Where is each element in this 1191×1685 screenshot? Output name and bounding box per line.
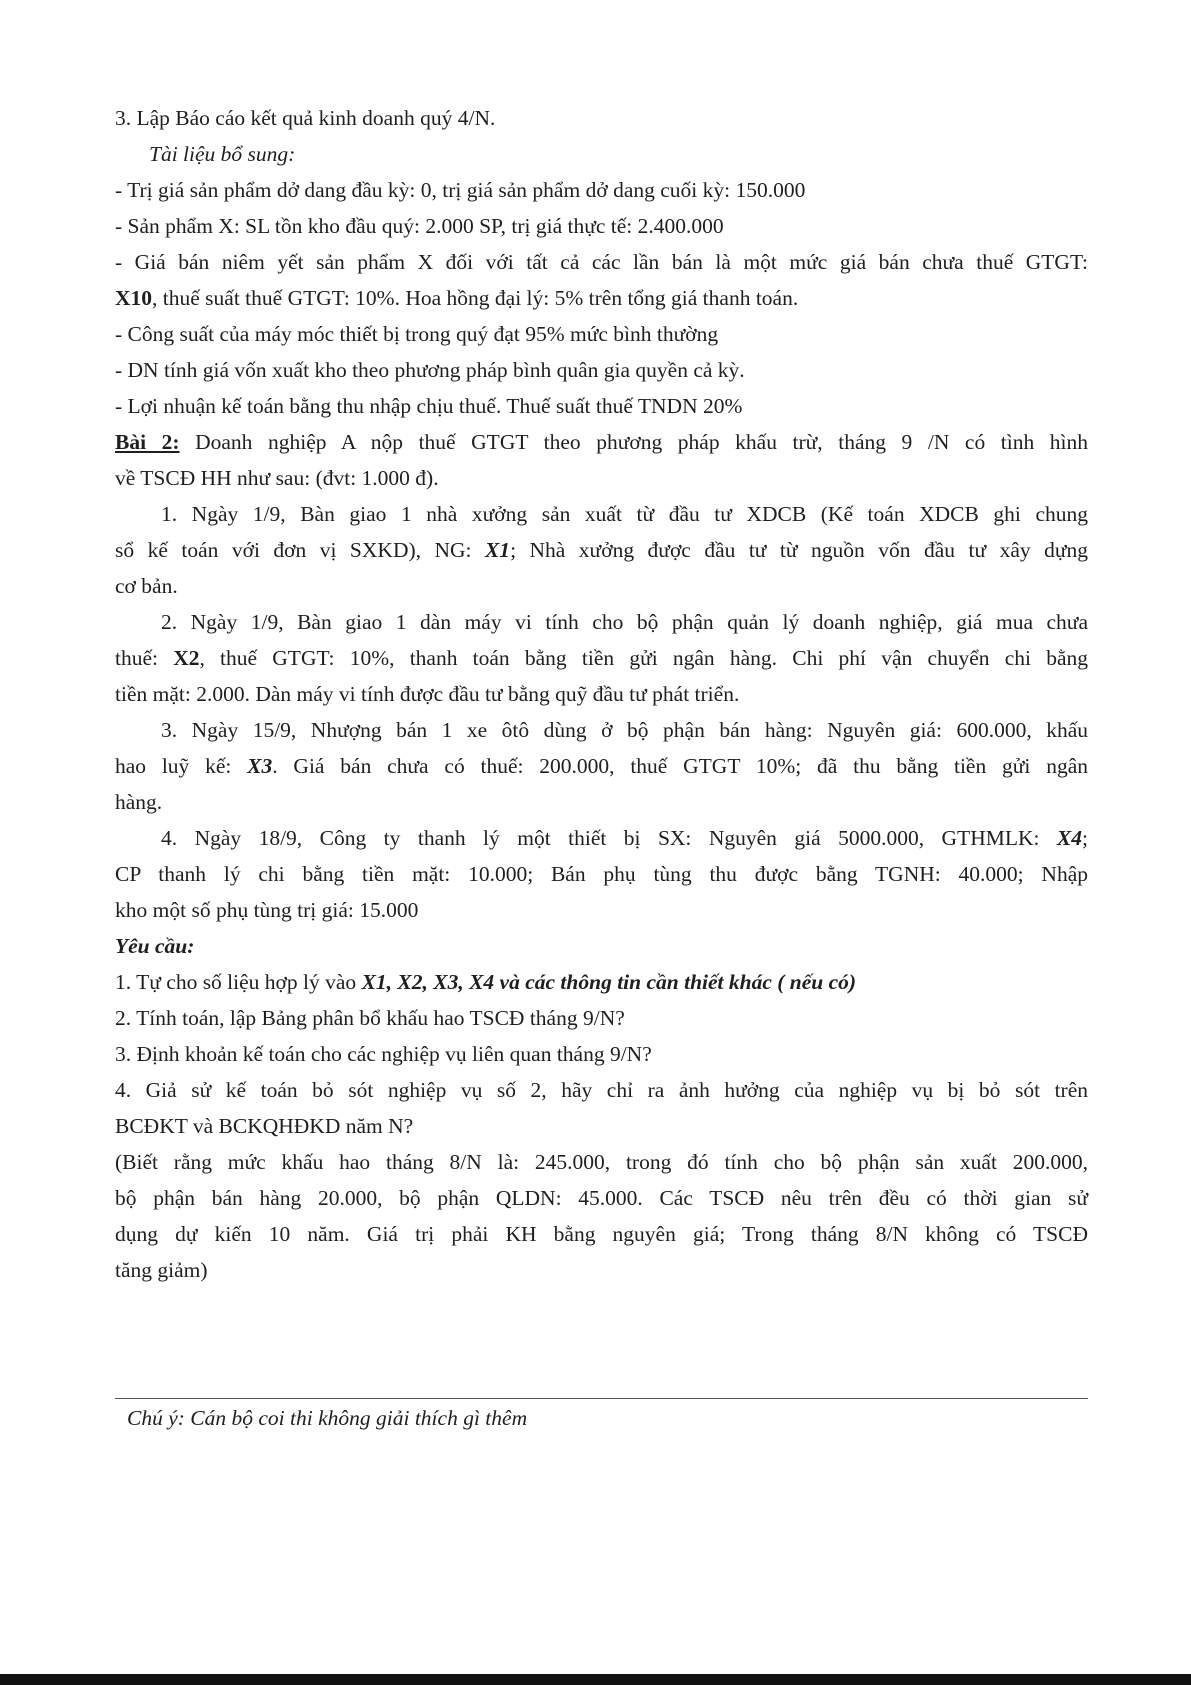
requirement-4: 4. Giả sử kế toán bỏ sót nghiệp vụ số 2, hãy chỉ ra ảnh hưởng của nghiệp vụ bị bỏ sót trên <box>115 1078 1088 1102</box>
requirement-1-emphasis: X1, X2, X3, X4 và các thông tin cần thiết khác ( nếu có) <box>361 970 857 994</box>
transaction-2-end: tiền mặt: 2.000. Dàn máy vi tính được đầu tư bằng quỹ đầu tư phát triển. <box>115 682 740 706</box>
transaction-3-end: hàng. <box>115 790 163 814</box>
variable-x4: X4 <box>1056 826 1083 850</box>
transaction-1-end: cơ bản. <box>115 574 178 598</box>
scan-edge <box>0 1674 1191 1685</box>
vat-rate-text: , thuế suất thuế GTGT: 10%. Hoa hồng đại lý: 5% trên tổng giá thanh toán. <box>152 286 799 310</box>
exercise-2-intro <box>115 424 1088 460</box>
transaction-4-text: 4. Ngày 18/9, Công ty thanh lý một thiết bị SX: Nguyên giá 5000.000, GTHMLK: <box>161 826 1057 850</box>
requirements-heading: Yêu cầu: <box>115 934 195 958</box>
transaction-1-text: sổ kế toán với đơn vị SXKD), NG: <box>115 538 485 562</box>
transaction-4 <box>115 820 1088 856</box>
transaction-1-cont <box>115 532 1088 568</box>
transaction-3-text: hao luỹ kế: <box>115 754 248 778</box>
note-depreciation-3: dụng dự kiến 10 năm. Giá trị phải KH bằng nguyên giá; Trong tháng 8/N không có TSCĐ <box>115 1222 1088 1246</box>
variable-x2: X2 <box>173 646 200 670</box>
bullet-capacity: - Công suất của máy móc thiết bị trong quý đạt 95% mức bình thường <box>115 322 719 346</box>
bullet-profit-tax: - Lợi nhuận kế toán bằng thu nhập chịu thuế. Thuế suất thuế TNDN 20% <box>115 394 743 418</box>
document-body <box>115 100 1088 1288</box>
transaction-1: 1. Ngày 1/9, Bàn giao 1 nhà xưởng sản xuất từ đầu tư XDCB (Kế toán XDCB ghi chung <box>161 502 1088 526</box>
requirement-4-cont: BCĐKT và BCKQHĐKD năm N? <box>115 1114 414 1138</box>
note-depreciation-end: tăng giảm) <box>115 1258 208 1282</box>
transaction-4-end: kho một số phụ tùng trị giá: 15.000 <box>115 898 419 922</box>
transaction-2-text: thuế: <box>115 646 174 670</box>
exercise-2-unit: về TSCĐ HH như sau: (đvt: 1.000 đ). <box>115 466 439 490</box>
bullet-costing-method: - DN tính giá vốn xuất kho theo phương pháp bình quân gia quyền cả kỳ. <box>115 358 745 382</box>
bullet-product-x: - Sản phẩm X: SL tồn kho đầu quý: 2.000 SP, trị giá thực tế: 2.400.000 <box>115 214 724 238</box>
footer-divider <box>115 1398 1088 1399</box>
transaction-3-cont <box>115 748 1088 784</box>
transaction-3-text-b: . Giá bán chưa có thuế: 200.000, thuế GTGT 10%; đã thu bằng tiền gửi ngân <box>272 754 1088 778</box>
note-depreciation: (Biết rằng mức khấu hao tháng 8/N là: 245.000, trong đó tính cho bộ phận sản xuất 200.000, <box>115 1150 1088 1174</box>
supplementary-heading: Tài liệu bổ sung: <box>149 142 296 166</box>
transaction-2-text-b: , thuế GTGT: 10%, thanh toán bằng tiền gửi ngân hàng. Chi phí vận chuyển chi bằng <box>199 646 1088 670</box>
note-depreciation-2: bộ phận bán hàng 20.000, bộ phận QLDN: 45.000. Các TSCĐ nêu trên đều có thời gian sử <box>115 1186 1088 1210</box>
transaction-3: 3. Ngày 15/9, Nhượng bán 1 xe ôtô dùng ở bộ phận bán hàng: Nguyên giá: 600.000, khấu <box>161 718 1088 742</box>
transaction-2: 2. Ngày 1/9, Bàn giao 1 dàn máy vi tính cho bộ phận quản lý doanh nghiệp, giá mua chưa <box>161 610 1088 634</box>
bullet-list-price-cont <box>115 280 1088 316</box>
footer-note: Chú ý: Cán bộ coi thi không giải thích gì thêm <box>127 1406 528 1430</box>
transaction-4-cont: CP thanh lý chi bằng tiền mặt: 10.000; Bán phụ tùng thu được bằng TGNH: 40.000; Nhập <box>115 862 1088 886</box>
variable-x10: X10 <box>115 286 153 310</box>
requirement-3: 3. Định khoản kế toán cho các nghiệp vụ liên quan tháng 9/N? <box>115 1042 652 1066</box>
transaction-4-text-b: ; <box>1082 826 1088 850</box>
exercise-2-text: Doanh nghiệp A nộp thuế GTGT theo phương pháp khấu trừ, tháng 9 /N có tình hình <box>179 430 1089 454</box>
requirement-1-text: 1. Tự cho số liệu hợp lý vào <box>115 970 362 994</box>
requirement-2: 2. Tính toán, lập Bảng phân bổ khấu hao TSCĐ tháng 9/N? <box>115 1006 625 1030</box>
exercise-2-label: Bài 2: <box>115 430 180 454</box>
variable-x3: X3 <box>247 754 273 778</box>
requirement-1 <box>115 964 1088 1000</box>
variable-x1: X1 <box>484 538 511 562</box>
item-3-heading: 3. Lập Báo cáo kết quả kinh doanh quý 4/N. <box>115 106 496 130</box>
transaction-1-text-b: ; Nhà xưởng được đầu tư từ nguồn vốn đầu tư xây dựng <box>510 538 1088 562</box>
bullet-wip: - Trị giá sản phẩm dở dang đầu kỳ: 0, trị giá sản phẩm dở dang cuối kỳ: 150.000 <box>115 178 806 202</box>
bullet-list-price: - Giá bán niêm yết sản phẩm X đối với tất cả các lần bán là một mức giá bán chưa thuế GTGT: <box>115 250 1088 274</box>
transaction-2-cont <box>115 640 1088 676</box>
